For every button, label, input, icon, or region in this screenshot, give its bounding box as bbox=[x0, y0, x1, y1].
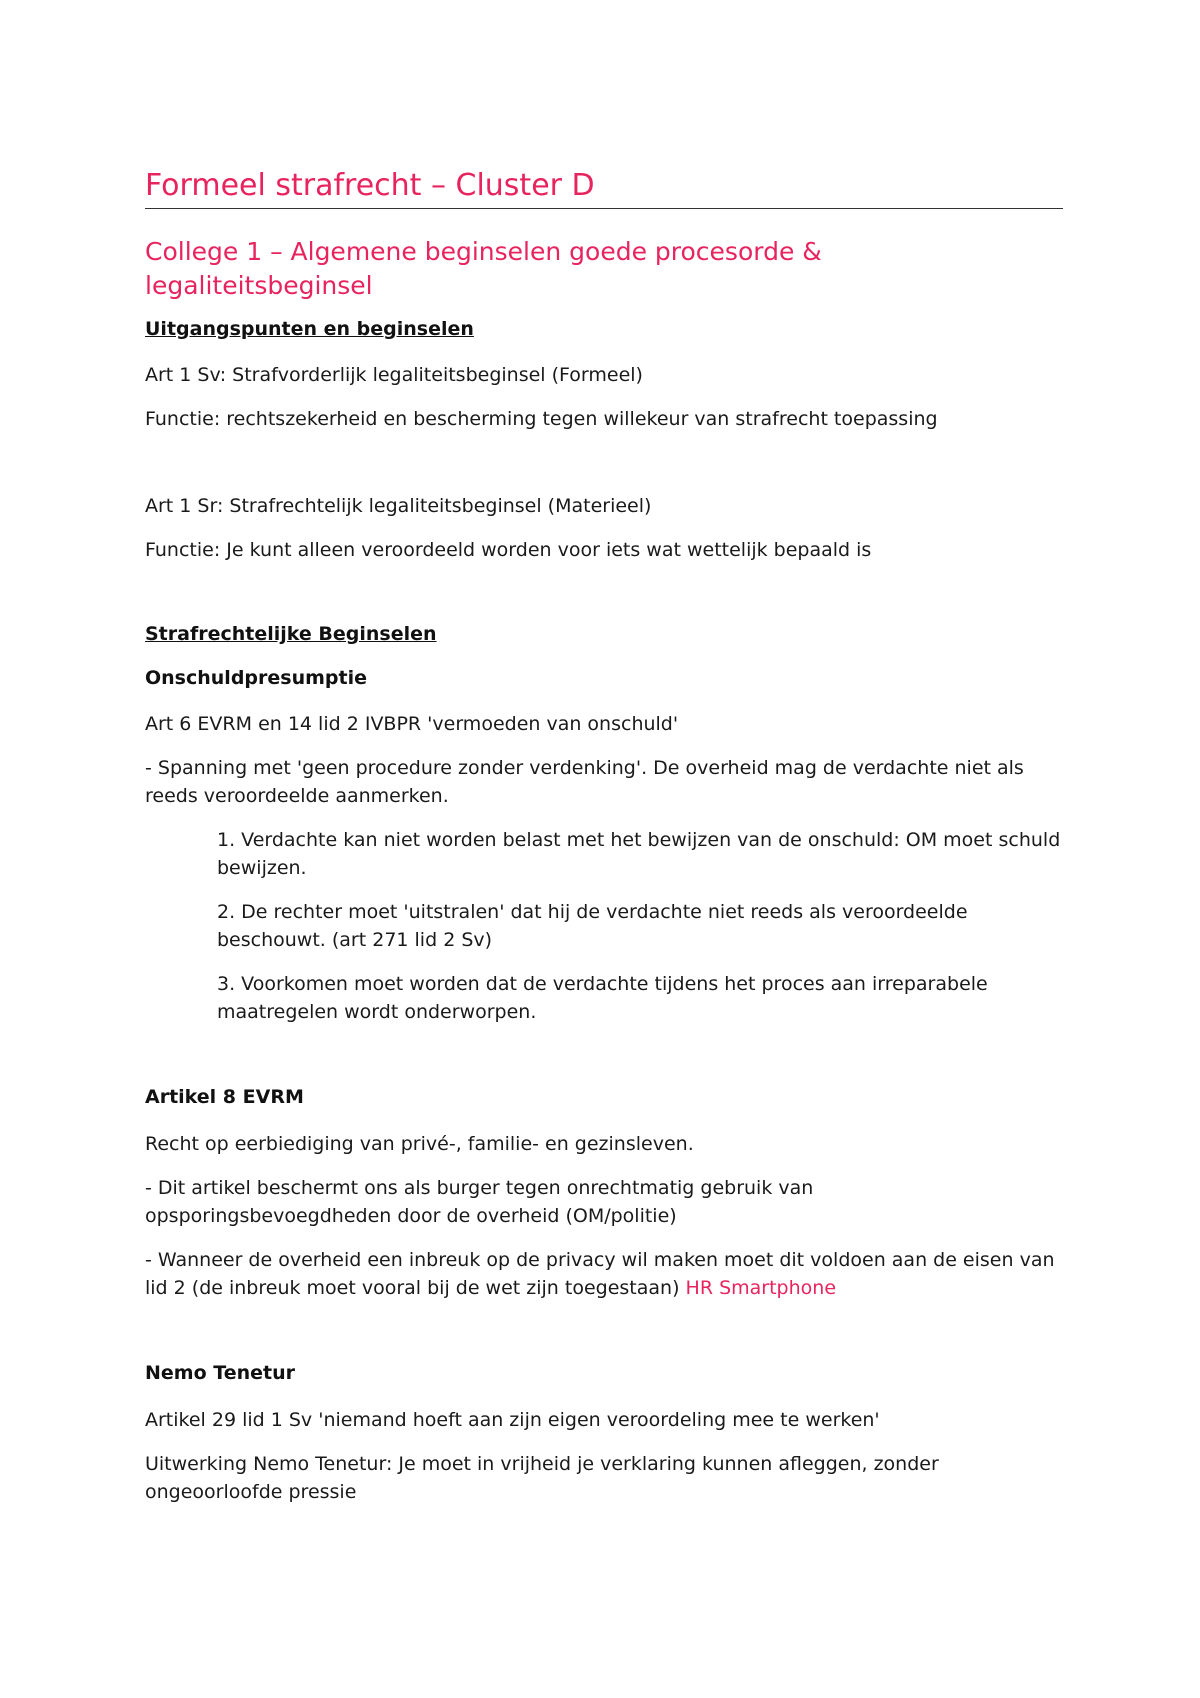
paragraph: - Spanning met 'geen procedure zonder verdenking'. De overheid mag de verdachte niet als reeds veroordeelde aanmerken. bbox=[145, 757, 1024, 807]
list-item: 3. Voorkomen moet worden dat de verdachte tijdens het proces aan irreparabele maatregelen wordt onderworpen. bbox=[217, 973, 988, 1023]
subheading-artikel8: Artikel 8 EVRM bbox=[145, 1086, 304, 1108]
document-title: Formeel strafrecht – Cluster D bbox=[145, 168, 595, 203]
paragraph: Art 1 Sr: Strafrechtelijk legaliteitsbeginsel (Materieel) bbox=[145, 495, 652, 517]
paragraph: Art 1 Sv: Strafvorderlijk legaliteitsbeginsel (Formeel) bbox=[145, 364, 643, 386]
list-item: 2. De rechter moet 'uitstralen' dat hij de verdachte niet reeds als veroordeelde beschouwt. (art 271 lid 2 Sv) bbox=[217, 901, 968, 951]
paragraph: Functie: rechtszekerheid en bescherming tegen willekeur van strafrecht toepassing bbox=[145, 408, 938, 430]
paragraph: Art 6 EVRM en 14 lid 2 IVBPR 'vermoeden van onschuld' bbox=[145, 713, 679, 735]
hr-smartphone-link[interactable]: HR Smartphone bbox=[685, 1277, 837, 1299]
paragraph: Recht op eerbiediging van privé-, familie- en gezinsleven. bbox=[145, 1133, 694, 1155]
paragraph bbox=[145, 1246, 1065, 1302]
paragraph: Uitwerking Nemo Tenetur: Je moet in vrijheid je verklaring kunnen afleggen, zonder ongeoorloofde pressie bbox=[145, 1453, 939, 1503]
list-item: 1. Verdachte kan niet worden belast met het bewijzen van de onschuld: OM moet schuld bewijzen. bbox=[217, 829, 1061, 879]
paragraph-text: - Wanneer de overheid een inbreuk op de privacy wil maken moet dit voldoen aan de eisen van lid 2 (de inbreuk moet vooral bij de wet zijn toegestaan) bbox=[145, 1249, 1055, 1299]
subheading-onschuldpresumptie: Onschuldpresumptie bbox=[145, 667, 367, 689]
paragraph: Functie: Je kunt alleen veroordeeld worden voor iets wat wettelijk bepaald is bbox=[145, 539, 872, 561]
paragraph: Artikel 29 lid 1 Sv 'niemand hoeft aan zijn eigen veroordeling mee te werken' bbox=[145, 1409, 880, 1431]
section-heading-strafrechtelijke: Strafrechtelijke Beginselen bbox=[145, 623, 437, 645]
paragraph: - Dit artikel beschermt ons als burger tegen onrechtmatig gebruik van opsporingsbevoegdheden door de overheid (OM/politie) bbox=[145, 1177, 814, 1227]
section-heading-uitgangspunten: Uitgangspunten en beginselen bbox=[145, 318, 474, 340]
subheading-nemo-tenetur: Nemo Tenetur bbox=[145, 1362, 295, 1384]
title-divider bbox=[145, 208, 1063, 209]
college-heading: College 1 – Algemene beginselen goede procesorde & legaliteitsbeginsel bbox=[145, 237, 822, 300]
